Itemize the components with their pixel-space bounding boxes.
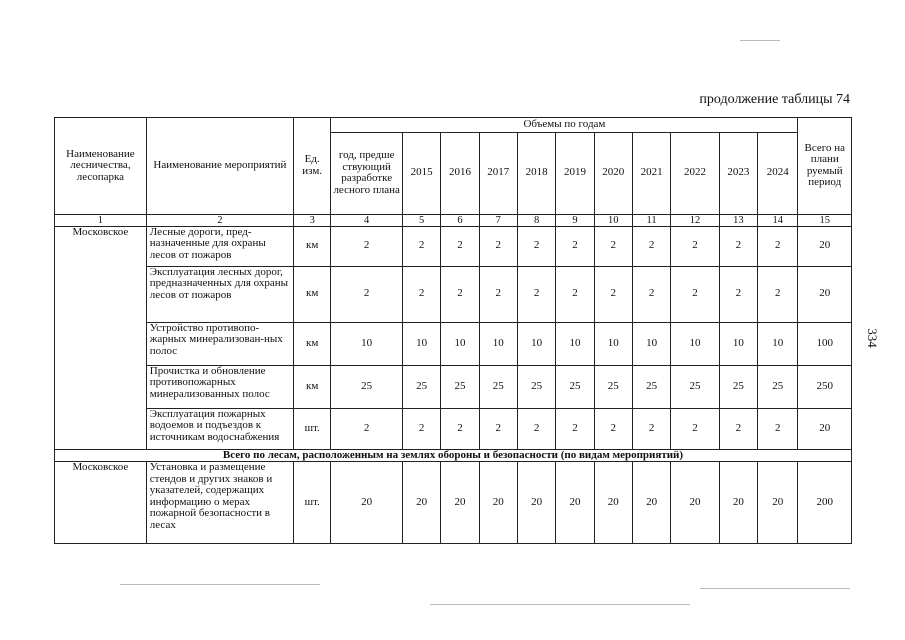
column-number: 8: [517, 214, 555, 226]
value-cell: 2: [632, 266, 670, 322]
total-cell: 20: [798, 226, 852, 266]
total-cell: 20: [798, 266, 852, 322]
value-cell: 10: [719, 322, 757, 365]
value-cell: 2: [479, 408, 517, 449]
value-cell: 2: [441, 226, 479, 266]
forestry-cell: Московское: [55, 226, 147, 449]
value-cell: 2: [441, 266, 479, 322]
value-cell: 2: [402, 226, 440, 266]
measure-cell: Установка и размещение стендов и других знаков и указателей, содержащих информацию о мерах пожарной безопасности в лесах: [146, 462, 293, 544]
value-cell: 20: [441, 462, 479, 544]
value-cell: 25: [758, 365, 798, 408]
value-cell: 2: [632, 226, 670, 266]
fire-measures-table: [54, 117, 852, 544]
column-number: 2: [146, 214, 293, 226]
value-cell: 2: [719, 408, 757, 449]
header-forestry: Наименование лесничества, лесопарка: [55, 118, 147, 215]
column-numbers-row: [55, 214, 852, 226]
measure-cell: Устройство противопо-жарных минерализован-ных полос: [146, 322, 293, 365]
section-header-row: [55, 449, 852, 462]
value-cell: 2: [517, 266, 555, 322]
column-number: 11: [632, 214, 670, 226]
column-number: 13: [719, 214, 757, 226]
value-cell: 2: [671, 266, 719, 322]
value-cell: 2: [331, 266, 403, 322]
value-cell: 25: [479, 365, 517, 408]
header-prev-year: год, предше ствующий разработке лесного плана: [331, 132, 403, 214]
column-number: 3: [294, 214, 331, 226]
header-year: 2020: [594, 132, 632, 214]
header-year: 2018: [517, 132, 555, 214]
value-cell: 2: [331, 226, 403, 266]
value-cell: 2: [671, 408, 719, 449]
forestry-cell: Московское: [55, 462, 147, 544]
section-title: Всего по лесам, расположенным на землях обороны и безопасности (по видам мероприятий): [55, 449, 852, 462]
column-number: 5: [402, 214, 440, 226]
value-cell: 10: [758, 322, 798, 365]
scan-noise: [740, 40, 780, 41]
value-cell: 2: [719, 226, 757, 266]
value-cell: 10: [402, 322, 440, 365]
value-cell: 2: [402, 408, 440, 449]
total-cell: 20: [798, 408, 852, 449]
header-measure: Наименование мероприятий: [146, 118, 293, 215]
unit-cell: км: [294, 226, 331, 266]
page-number: 334: [864, 328, 880, 348]
value-cell: 25: [632, 365, 670, 408]
unit-cell: шт.: [294, 408, 331, 449]
unit-cell: км: [294, 322, 331, 365]
measure-cell: Прочистка и обновление противопожарных минерализованных полос: [146, 365, 293, 408]
header-year: 2015: [402, 132, 440, 214]
value-cell: 20: [719, 462, 757, 544]
value-cell: 2: [556, 226, 594, 266]
value-cell: 20: [594, 462, 632, 544]
value-cell: 25: [517, 365, 555, 408]
table-row: [55, 322, 852, 365]
unit-cell: км: [294, 266, 331, 322]
value-cell: 2: [671, 226, 719, 266]
value-cell: 2: [479, 266, 517, 322]
value-cell: 25: [594, 365, 632, 408]
value-cell: 2: [402, 266, 440, 322]
header-volumes-by-year: Объемы по годам: [331, 118, 798, 133]
value-cell: 2: [719, 266, 757, 322]
value-cell: 20: [671, 462, 719, 544]
column-number: 4: [331, 214, 403, 226]
column-number: 12: [671, 214, 719, 226]
header-year: 2019: [556, 132, 594, 214]
value-cell: 2: [594, 226, 632, 266]
value-cell: 20: [556, 462, 594, 544]
value-cell: 2: [556, 266, 594, 322]
header-year: 2021: [632, 132, 670, 214]
header-year: 2022: [671, 132, 719, 214]
header-year: 2023: [719, 132, 757, 214]
total-cell: 250: [798, 365, 852, 408]
column-number: 14: [758, 214, 798, 226]
measure-cell: Лесные дороги, пред-назначенные для охраны лесов от пожаров: [146, 226, 293, 266]
header-total: Всего на плани руемый период: [798, 118, 852, 215]
value-cell: 25: [556, 365, 594, 408]
value-cell: 25: [441, 365, 479, 408]
scan-noise: [120, 584, 320, 585]
column-number: 15: [798, 214, 852, 226]
value-cell: 10: [479, 322, 517, 365]
measure-cell: Эксплуатация пожарных водоемов и подъездов к источникам водоснабжения: [146, 408, 293, 449]
value-cell: 10: [632, 322, 670, 365]
column-number: 9: [556, 214, 594, 226]
table-row: [55, 462, 852, 544]
value-cell: 20: [479, 462, 517, 544]
value-cell: 10: [594, 322, 632, 365]
header-year: 2017: [479, 132, 517, 214]
header-year: 2016: [441, 132, 479, 214]
value-cell: 2: [632, 408, 670, 449]
total-cell: 200: [798, 462, 852, 544]
measure-cell: Эксплуатация лесных дорог, предназначенных для охраны лесов от пожаров: [146, 266, 293, 322]
scan-noise: [700, 588, 850, 589]
value-cell: 20: [758, 462, 798, 544]
value-cell: 2: [594, 408, 632, 449]
value-cell: 20: [632, 462, 670, 544]
column-number: 6: [441, 214, 479, 226]
value-cell: 10: [517, 322, 555, 365]
table-caption: продолжение таблицы 74: [699, 92, 850, 107]
value-cell: 2: [517, 408, 555, 449]
unit-cell: шт.: [294, 462, 331, 544]
header-unit: Ед. изм.: [294, 118, 331, 215]
value-cell: 25: [331, 365, 403, 408]
value-cell: 2: [517, 226, 555, 266]
scan-noise: [430, 604, 690, 605]
value-cell: 20: [517, 462, 555, 544]
column-number: 1: [55, 214, 147, 226]
value-cell: 2: [758, 408, 798, 449]
value-cell: 2: [331, 408, 403, 449]
header-year: 2024: [758, 132, 798, 214]
value-cell: 25: [402, 365, 440, 408]
column-number: 10: [594, 214, 632, 226]
column-number: 7: [479, 214, 517, 226]
value-cell: 2: [594, 266, 632, 322]
value-cell: 20: [331, 462, 403, 544]
value-cell: 20: [402, 462, 440, 544]
value-cell: 2: [758, 266, 798, 322]
table-row: [55, 266, 852, 322]
value-cell: 2: [758, 226, 798, 266]
value-cell: 10: [556, 322, 594, 365]
table-row: [55, 365, 852, 408]
unit-cell: км: [294, 365, 331, 408]
value-cell: 2: [441, 408, 479, 449]
value-cell: 10: [331, 322, 403, 365]
value-cell: 25: [719, 365, 757, 408]
total-cell: 100: [798, 322, 852, 365]
value-cell: 10: [671, 322, 719, 365]
value-cell: 2: [556, 408, 594, 449]
value-cell: 10: [441, 322, 479, 365]
table-row: [55, 226, 852, 266]
table-row: [55, 408, 852, 449]
value-cell: 2: [479, 226, 517, 266]
value-cell: 25: [671, 365, 719, 408]
